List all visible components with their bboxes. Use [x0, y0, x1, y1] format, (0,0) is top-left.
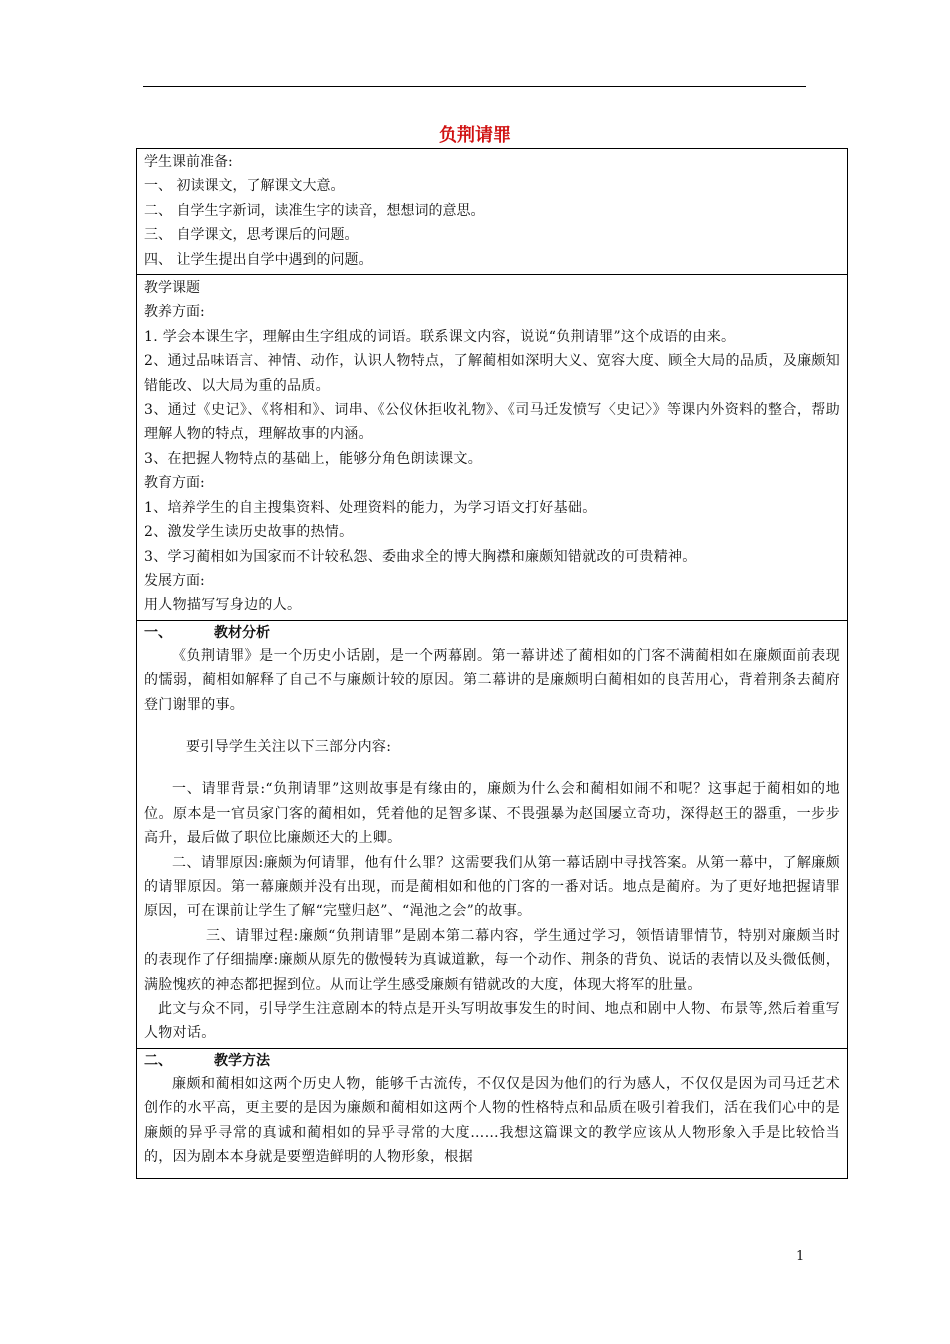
lesson-plan-table	[136, 148, 848, 1179]
education-item: 2、激发学生读历史故事的热情。	[144, 524, 354, 541]
section-number: 二、	[144, 1052, 172, 1069]
analysis-paragraph: 要引导学生关注以下三部分内容:	[186, 738, 392, 755]
analysis-paragraph: 此文与众不同，引导学生注意剧本的特点是开头写明故事发生的时间、地点和剧中人物、布景等,然后着重写人物对话。	[144, 1001, 840, 1042]
prep-item: 四、 让学生提出自学中遇到的问题。	[144, 251, 373, 268]
analysis-paragraph: 《负荆请罪》是一个历史小话剧，是一个两幕剧。第一幕讲述了蔺相如的门客不满蔺相如在廉颇面前表现的懦弱，蔺相如解释了自己不与廉颇计较的原因。第二幕讲的是廉颇明白蔺相如的良苦用心，背着荆条去蔺府登门谢罪的事。	[144, 647, 840, 713]
analysis-paragraph: 三、请罪过程:廉颇“负荆请罪”是剧本第二幕内容，学生通过学习，领悟请罪情节，特别对廉颇当时的表现作了仔细揣摩:廉颇从原先的傲慢转为真诚道歉，每一个动作、荆条的背负、说话的表情以及头微低侧，满脸愧疚的神态都把握到位。从而让学生感受廉颇有错就改的大度，体现大将军的肚量。	[144, 927, 840, 993]
education-item: 3、学习蔺相如为国家而不计较私怨、委曲求全的博大胸襟和廉颇知错就改的可贵精神。	[144, 548, 697, 565]
goal-item: 3、在把握人物特点的基础上，能够分角色朗读课文。	[144, 450, 483, 467]
prep-heading: 学生课前准备:	[144, 154, 233, 170]
education-item: 1、培养学生的自主搜集资料、处理资料的能力，为学习语文打好基础。	[144, 499, 597, 516]
prep-item: 三、 自学课文，思考课后的问题。	[144, 227, 359, 244]
development-item: 用人物描写写身边的人。	[144, 597, 302, 614]
goal-item: 1. 学会本课生字，理解由生字组成的词语。联系课文内容，说说“负荆请罪”这个成语的由来。	[144, 328, 736, 345]
goals-subheading: 发展方面:	[144, 572, 205, 589]
goal-item: 3、通过《史记》、《将相和》、词串、《公仪休拒收礼物》、《司马迁发愤写〈史记〉》等课内外资料的整合，帮助理解人物的特点，理解故事的内涵。	[144, 402, 840, 443]
analysis-cell	[137, 620, 847, 1048]
page-number: 1	[796, 1249, 805, 1264]
section-title: 教材分析	[214, 624, 270, 641]
section-heading	[144, 622, 840, 644]
analysis-paragraph: 二、请罪原因:廉颇为何请罪，他有什么罪？这需要我们从第一幕话剧中寻找答案。从第一幕中，了解廉颇的请罪原因。第一幕廉颇并没有出现，而是蔺相如和他的门客的一番对话。地点是蔺府。为了更好地把握请罪原因，可在课前让学生了解“完璧归赵”、“渑池之会”的故事。	[144, 854, 840, 920]
goals-subheading: 教养方面:	[144, 304, 205, 321]
method-paragraph: 廉颇和蔺相如这两个历史人物，能够千古流传，不仅仅是因为他们的行为感人，不仅仅是因为司马迁艺术创作的水平高，更主要的是因为廉颇和蔺相如这两个人物的性格特点和品质在吸引着我们，活在我们心中的是廉颇的异乎寻常的真诚和蔺相如的异乎寻常的大度……我想这篇课文的教学应该从人物形象入手是比较恰当的，因为剧本本身就是要塑造鲜明的人物形象，根据	[144, 1075, 840, 1166]
method-cell	[137, 1048, 847, 1178]
goals-subheading: 教育方面:	[144, 475, 205, 492]
section-number: 一、	[144, 624, 172, 641]
prep-item: 二、 自学生字新词，读准生字的读音，想想词的意思。	[144, 202, 485, 219]
goals-heading: 教学课题	[144, 280, 200, 297]
header-rule	[143, 86, 806, 87]
section-title: 教学方法	[214, 1052, 270, 1069]
goal-item: 2、通过品味语言、神情、动作，认识人物特点，了解蔺相如深明大义、宽容大度、顾全大局的品质，及廉颇知错能改、以大局为重的品质。	[144, 353, 840, 394]
section-heading	[144, 1050, 840, 1072]
goals-cell	[137, 274, 847, 620]
document-title: 负荆请罪	[439, 125, 511, 146]
prep-cell	[137, 149, 847, 274]
analysis-paragraph: 一、请罪背景:“负荆请罪”这则故事是有缘由的，廉颇为什么会和蔺相如闹不和呢？这事起于蔺相如的地位。原本是一官员家门客的蔺相如，凭着他的足智多谋、不畏强暴为赵国屡立奇功，深得赵王的器重，一步步高升，最后做了职位比廉颇还大的上卿。	[144, 781, 840, 847]
prep-item: 一、 初读课文，了解课文大意。	[144, 178, 345, 195]
